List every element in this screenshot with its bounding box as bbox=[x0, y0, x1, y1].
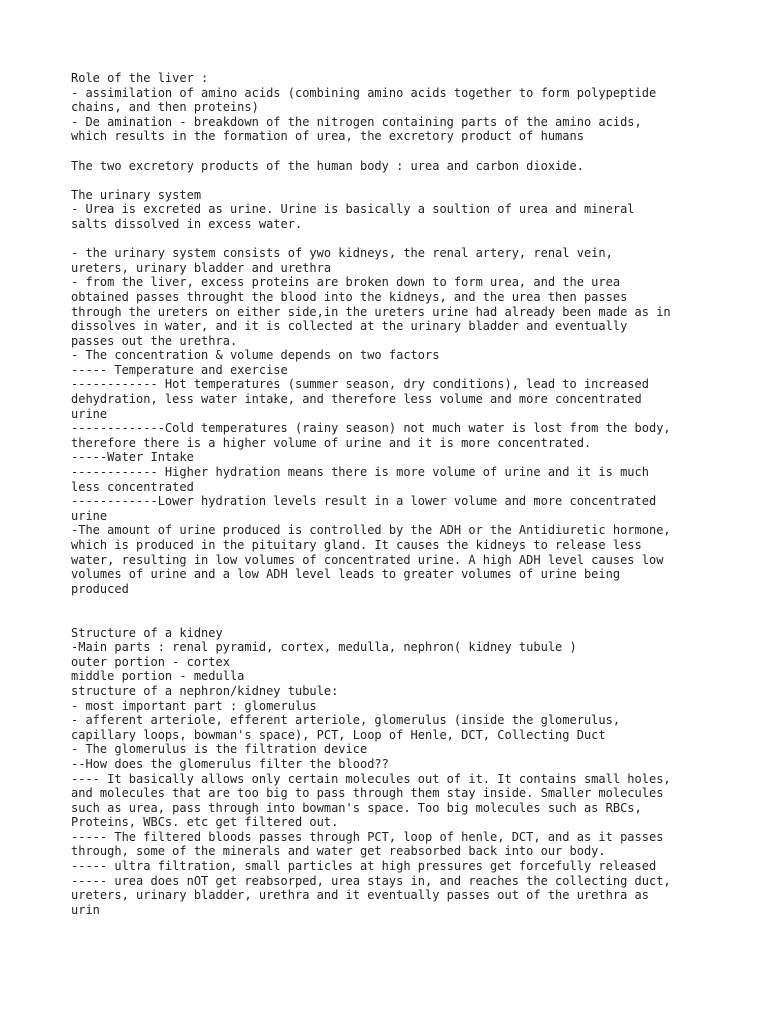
text-line: - afferent arteriole, efferent arteriole, glomerulus (inside the glomerulus, bbox=[71, 713, 621, 728]
text-line: -------------Cold temperatures (rainy season) not much water is lost from the body, bbox=[71, 421, 671, 436]
text-line: The two excretory products of the human body : urea and carbon dioxide. bbox=[71, 158, 584, 173]
text-line: - De amination - breakdown of the nitrogen containing parts of the amino acids, bbox=[71, 114, 642, 129]
section-heading: Structure of a kidney bbox=[71, 625, 223, 640]
text-line: which is produced in the pituitary gland. It causes the kidneys to release less bbox=[71, 538, 642, 552]
text-line: ureters, urinary bladder, urethra and it eventually passes out of the urethra as bbox=[71, 888, 649, 903]
text-line: - The glomerulus is the filtration device bbox=[71, 742, 368, 757]
text-line: produced bbox=[71, 581, 129, 596]
text-line: volumes of urine and a low ADH level leads to greater volumes of urine being bbox=[71, 567, 621, 582]
text-line: middle portion - medulla bbox=[71, 669, 245, 684]
urinary-details-section bbox=[71, 246, 711, 596]
text-line: through the ureters on either side,in the ureters urine had already been made as in bbox=[71, 304, 671, 319]
text-line: - most important part : glomerulus bbox=[71, 698, 317, 713]
text-line: ------------ Higher hydration means there is more volume of urine and it is much bbox=[71, 465, 649, 480]
text-line: dissolves in water, and it is collected at the urinary bladder and eventually bbox=[71, 319, 628, 334]
liver-section bbox=[71, 71, 711, 144]
text-line: ---- It basically allows only certain molecules out of it. It contains small holes, bbox=[71, 771, 671, 786]
text-line: -----Water Intake bbox=[71, 450, 194, 465]
text-line: dehydration, less water intake, and therefore less volume and more concentrated bbox=[71, 392, 642, 407]
text-line: through, some of the minerals and water get reabsorbed back into our body. bbox=[71, 844, 606, 859]
text-line: - assimilation of amino acids (combining amino acids together to form polypeptide bbox=[71, 85, 657, 100]
paragraph-gap bbox=[71, 596, 711, 625]
paragraph-gap bbox=[71, 232, 711, 247]
text-line: passes out the urethra. bbox=[71, 333, 238, 348]
text-line: -Main parts : renal pyramid, cortex, medulla, nephron( kidney tubule ) bbox=[71, 640, 577, 655]
paragraph-gap bbox=[71, 173, 711, 188]
text-line: ----- The filtered bloods passes through PCT, loop of henle, DCT, and as it passes bbox=[71, 829, 664, 844]
text-line: ----- urea does nOT get reabsorped, urea stays in, and reaches the collecting duct, bbox=[71, 873, 671, 888]
text-line: -The amount of urine produced is controlled by the ADH or the Antidiuretic hormone, bbox=[71, 523, 671, 538]
text-line: salts dissolved in excess water. bbox=[71, 216, 303, 231]
text-line: ureters, urinary bladder and urethra bbox=[71, 260, 332, 275]
text-line: ------------Lower hydration levels result in a lower volume and more concentrated bbox=[71, 494, 657, 509]
text-line: urine bbox=[71, 406, 108, 421]
text-line: ----- Temperature and exercise bbox=[71, 362, 288, 377]
text-line: Role of the liver : bbox=[71, 71, 209, 85]
text-line: --How does the glomerulus filter the blood?? bbox=[71, 756, 389, 771]
text-line: obtained passes throught the blood into the kidneys, and the urea then passes bbox=[71, 289, 628, 304]
text-line: - Urea is excreted as urine. Urine is basically a soultion of urea and mineral bbox=[71, 202, 635, 217]
text-line: - the urinary system consists of ywo kidneys, the renal artery, renal vein, bbox=[71, 246, 613, 261]
text-line: ------------ Hot temperatures (summer season, dry conditions), lead to increased bbox=[71, 377, 649, 392]
text-line: ----- ultra filtration, small particles at high pressures get forcefully released bbox=[71, 859, 657, 874]
text-line: and molecules that are too big to pass through them stay inside. Smaller molecules bbox=[71, 786, 664, 801]
text-line: outer portion - cortex bbox=[71, 654, 230, 669]
text-line: capillary loops, bowman's space), PCT, Loop of Henle, DCT, Collecting Duct bbox=[71, 727, 606, 742]
text-line: urine bbox=[71, 508, 108, 523]
text-line: such as urea, pass through into bowman's space. Too big molecules such as RBCs, bbox=[71, 800, 642, 815]
kidney-structure-section bbox=[71, 626, 711, 918]
text-line: - from the liver, excess proteins are broken down to form urea, and the urea bbox=[71, 275, 621, 290]
text-line: - The concentration & volume depends on two factors bbox=[71, 348, 440, 363]
text-line: less concentrated bbox=[71, 479, 194, 494]
text-line: chains, and then proteins) bbox=[71, 100, 259, 115]
text-line: which results in the formation of urea, the excretory product of humans bbox=[71, 129, 584, 144]
text-line: water, resulting in low volumes of concentrated urine. A high ADH level causes low bbox=[71, 552, 664, 567]
document-page bbox=[71, 71, 711, 917]
text-line: therefore there is a higher volume of urine and it is more concentrated. bbox=[71, 435, 592, 450]
excretory-products-section bbox=[71, 159, 711, 174]
text-line: Proteins, WBCs. etc get filtered out. bbox=[71, 815, 339, 830]
section-heading: The urinary system bbox=[71, 187, 202, 202]
urinary-system-section bbox=[71, 188, 711, 232]
text-line: urin bbox=[71, 902, 100, 917]
text-line: structure of a nephron/kidney tubule: bbox=[71, 683, 339, 698]
paragraph-gap bbox=[71, 144, 711, 159]
